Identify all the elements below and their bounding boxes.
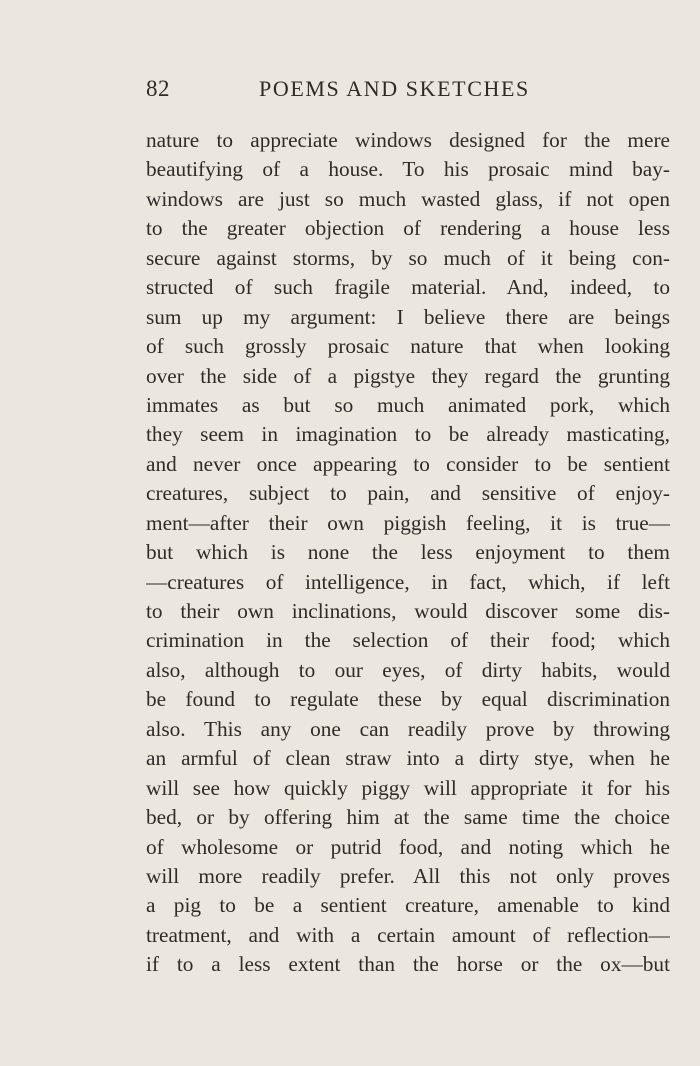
text-line: beautifying of a house. To his prosaic mind bay- <box>146 157 670 182</box>
text-line: —creatures of intelligence, in fact, which, if left <box>146 569 670 594</box>
text-line: of wholesome or putrid food, and noting which he <box>146 834 670 859</box>
text-line: to the greater objection of rendering a house less <box>146 216 670 241</box>
running-title: POEMS AND SKETCHES <box>259 76 530 101</box>
text-line: will more readily prefer. All this not only proves <box>146 863 670 888</box>
page-header <box>146 76 670 110</box>
text-line: also, although to our eyes, of dirty habits, would <box>146 657 670 682</box>
text-line: immates as but so much animated pork, which <box>146 392 670 417</box>
text-line: be found to regulate these by equal discrimination <box>146 687 670 712</box>
text-line: bed, or by offering him at the same time the choice <box>146 805 670 830</box>
text-line: but which is none the less enjoyment to them <box>146 540 670 565</box>
text-line: creatures, subject to pain, and sensitive of enjoy- <box>146 481 670 506</box>
text-line: to their own inclinations, would discover some dis- <box>146 599 670 623</box>
text-line: treatment, and with a certain amount of reflection— <box>146 922 670 947</box>
text-line: structed of such fragile material. And, indeed, to <box>146 275 670 300</box>
text-line: secure against storms, by so much of it being con- <box>146 245 670 270</box>
text-line: windows are just so much wasted glass, if not open <box>146 186 670 211</box>
text-line: sum up my argument: I believe there are beings <box>146 304 670 329</box>
text-line: crimination in the selection of their food; which <box>146 628 670 653</box>
text-line: a pig to be a sentient creature, amenable to kind <box>146 893 670 918</box>
text-line: and never once appearing to consider to be sentient <box>146 451 670 476</box>
text-line: an armful of clean straw into a dirty stye, when he <box>146 746 670 771</box>
text-line: if to a less extent than the horse or the ox—but <box>146 952 670 977</box>
page-number: 82 <box>146 76 170 101</box>
text-line: ment—after their own piggish feeling, it is true— <box>146 510 670 535</box>
text-line: they seem in imagination to be already masticating, <box>146 422 670 447</box>
text-line: nature to appreciate windows designed for the mere <box>146 128 670 152</box>
body-text <box>146 126 670 980</box>
text-line: also. This any one can readily prove by throwing <box>146 716 670 741</box>
text-line: over the side of a pigstye they regard the grunting <box>146 363 670 388</box>
text-line: will see how quickly piggy will appropriate it for his <box>146 775 670 800</box>
text-line: of such grossly prosaic nature that when looking <box>146 334 670 359</box>
